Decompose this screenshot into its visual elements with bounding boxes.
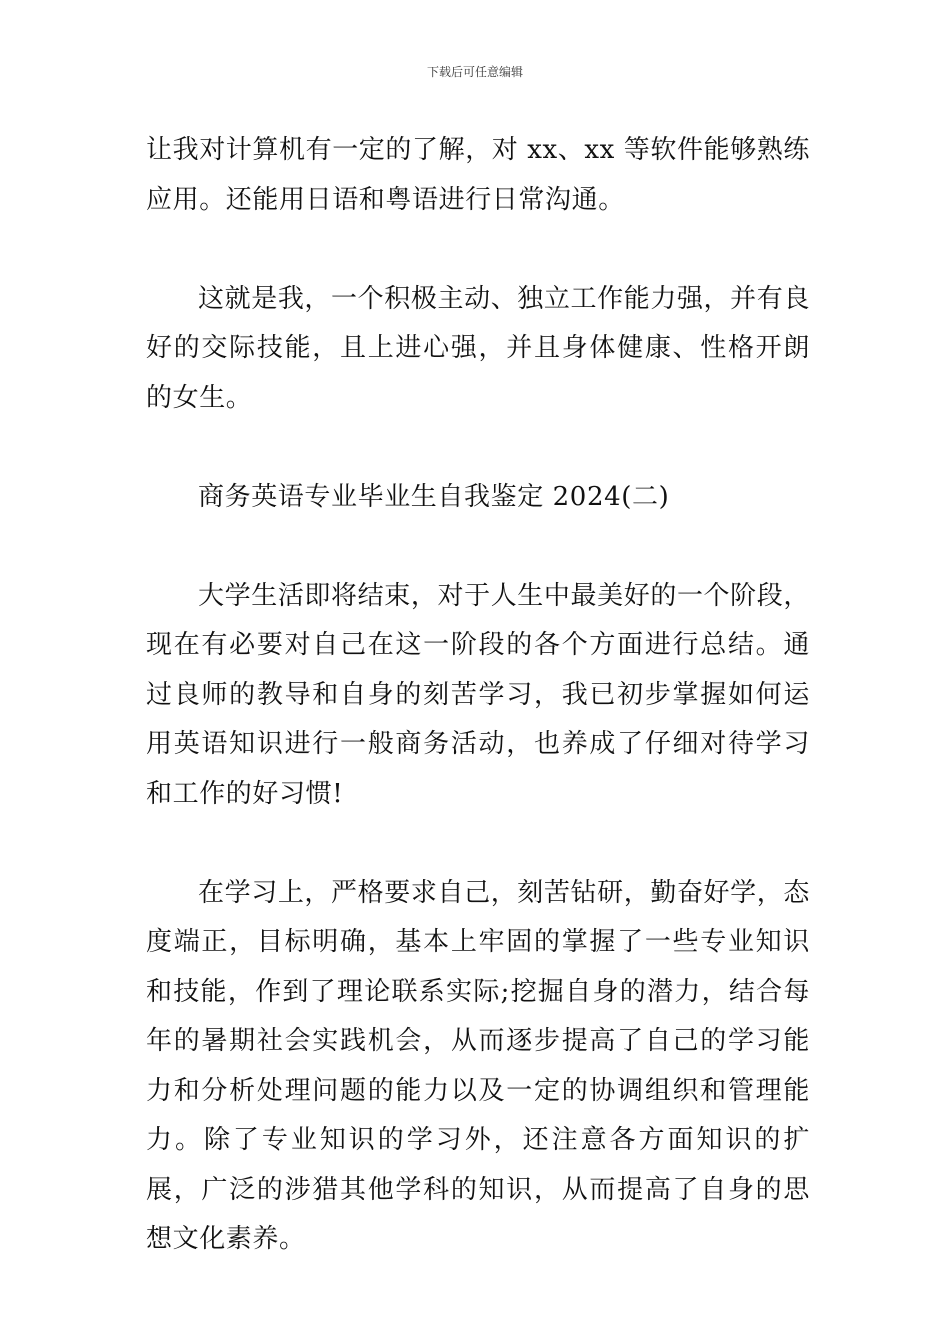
page-header: 下载后可任意编辑 (426, 65, 523, 79)
paragraph-intro: 大学生活即将结束，对于人生中最美好的一个阶段，现在有必要对自己在这一阶段的各个方面进行总结。通过良师的教导和自身的刻苦学习，我已初步掌握如何运用英语知识进行一般商务活动，也养成了仔细对待学习和工作的好习惯! (146, 580, 810, 809)
paragraph-continuation: 让我对计算机有一定的了解，对 xx、xx 等软件能够熟练应用。还能用日语和粤语进行日常沟通。 (146, 135, 810, 215)
paragraph-study: 在学习上，严格要求自己，刻苦钻研，勤奋好学，态度端正，目标明确，基本上牢固的掌握了一些专业知识和技能，作到了理论联系实际;挖掘自身的潜力，结合每年的暑期社会实践机会，从而逐步提高了自己的学习能力和分析处理问题的能力以及一定的协调组织和管理能力。除了专业知识的学习外，还注意各方面知识的扩展，广泛的涉猎其他学科的知识，从而提高了自身的思想文化素养。 (146, 877, 810, 1254)
document-body (146, 126, 810, 1314)
section-heading: 商务英语专业毕业生自我鉴定 2024(二) (198, 481, 670, 512)
paragraph-self-summary: 这就是我，一个积极主动、独立工作能力强，并有良好的交际技能，且上进心强，并且身体健康、性格开朗的女生。 (146, 283, 810, 413)
